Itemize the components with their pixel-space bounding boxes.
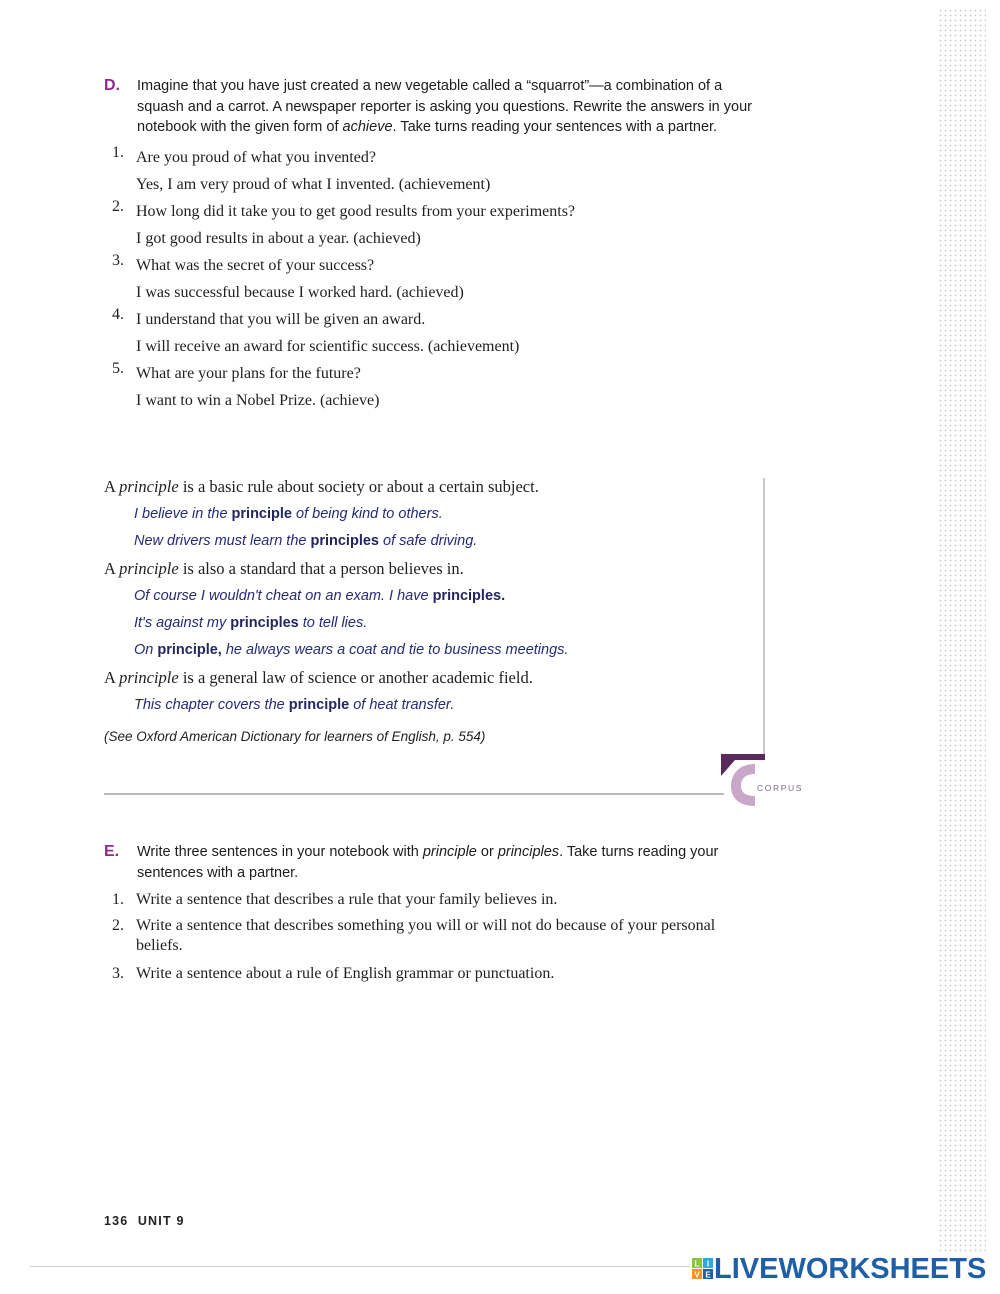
instruction-text: Write three sentences in your notebook with bbox=[137, 844, 423, 860]
list-item bbox=[104, 889, 764, 911]
instruction-text: or bbox=[476, 844, 498, 860]
tile-letter: E bbox=[705, 1270, 711, 1280]
question-text: What was the secret of your success? bbox=[136, 256, 375, 274]
box-right-border bbox=[763, 478, 765, 760]
question-text: I understand that you will be given an award. bbox=[136, 310, 426, 328]
answer-text: I got good results in about a year. (achieved) bbox=[136, 229, 421, 247]
example-sentence bbox=[104, 637, 754, 664]
instruction-text: Imagine that you have just created a new vegetable called a “squarrot”—a combination of a squash and a carrot. A newspaper reporter is asking you questions. Rewrite the answers in your notebook with the given form of bbox=[137, 78, 752, 135]
item-number: 4. bbox=[112, 305, 124, 323]
answer-text: I will receive an award for scientific success. (achievement) bbox=[136, 337, 520, 355]
tile-letter: I bbox=[706, 1259, 710, 1269]
task-list bbox=[104, 889, 764, 985]
instruction-text: . Take turns reading your sentences with a partner. bbox=[137, 844, 719, 881]
exercise-instruction bbox=[137, 76, 764, 138]
instruction-emphasis: principle bbox=[422, 844, 477, 860]
definition bbox=[104, 555, 754, 583]
instruction-text: . Take turns reading your sentences with a partner. bbox=[392, 119, 718, 135]
item-number: 1. bbox=[112, 143, 124, 161]
definition bbox=[104, 473, 754, 501]
box-bottom-border bbox=[104, 793, 724, 795]
list-item bbox=[104, 252, 764, 306]
example-text: of safe driving. bbox=[378, 533, 478, 549]
article: A bbox=[104, 668, 116, 687]
dictionary-source: (See Oxford American Dictionary for learners of English, p. 554) bbox=[104, 729, 486, 744]
task-text: Write a sentence about a rule of English grammar or punctuation. bbox=[136, 965, 555, 982]
example-keyword: principles bbox=[310, 533, 379, 549]
item-number: 2. bbox=[112, 197, 124, 215]
bottom-divider bbox=[30, 1266, 690, 1267]
vocabulary-box bbox=[104, 473, 754, 744]
instruction-emphasis: achieve bbox=[342, 119, 393, 135]
headword: principle bbox=[119, 477, 179, 496]
example-text: of being kind to others. bbox=[291, 506, 443, 522]
headword: principle bbox=[119, 668, 179, 687]
list-item bbox=[104, 144, 764, 198]
question-text: How long did it take you to get good results from your experiments? bbox=[136, 202, 576, 220]
example-text: It's against my bbox=[134, 615, 231, 631]
list-item bbox=[104, 306, 764, 360]
definition-text: is a basic rule about society or about a certain subject. bbox=[182, 477, 539, 496]
item-number: 3. bbox=[112, 965, 124, 982]
exercise-e-header bbox=[104, 842, 764, 883]
page-footer bbox=[104, 1214, 185, 1228]
example-text: This chapter covers the bbox=[134, 697, 289, 713]
instruction-emphasis: principles bbox=[497, 844, 560, 860]
tile-letter: L bbox=[694, 1259, 700, 1269]
example-sentence bbox=[104, 692, 754, 719]
exercise-instruction bbox=[137, 842, 764, 883]
example-sentence bbox=[104, 610, 754, 637]
item-number: 2. bbox=[112, 917, 124, 934]
task-text: Write a sentence that describes something you will or will not do because of your personal beliefs. bbox=[136, 917, 716, 954]
definition-text: is a general law of science or another academic field. bbox=[182, 668, 533, 687]
liveworksheets-logo[interactable] bbox=[692, 1253, 986, 1285]
headword: principle bbox=[119, 559, 179, 578]
example-sentence bbox=[104, 583, 754, 610]
item-number: 5. bbox=[112, 359, 124, 377]
question-list bbox=[104, 144, 764, 414]
answer-text: Yes, I am very proud of what I invented. (achievement) bbox=[136, 175, 491, 193]
definition-text: is also a standard that a person believes in. bbox=[182, 559, 464, 578]
tile-letter: V bbox=[694, 1270, 700, 1280]
definition bbox=[104, 664, 754, 692]
exercise-d bbox=[104, 76, 764, 414]
example-text: to tell lies. bbox=[298, 615, 368, 631]
example-sentence bbox=[104, 528, 754, 555]
example-keyword: principle bbox=[288, 697, 350, 713]
example-text: New drivers must learn the bbox=[134, 533, 311, 549]
item-number: 3. bbox=[112, 251, 124, 269]
answer-text: I was successful because I worked hard. (achieved) bbox=[136, 283, 464, 301]
example-text: On bbox=[134, 642, 158, 658]
brand-name: LIVEWORKSHEETS bbox=[714, 1253, 987, 1285]
exercise-letter: D. bbox=[104, 77, 120, 94]
example-keyword: principle bbox=[231, 506, 292, 522]
article: A bbox=[104, 477, 116, 496]
answer-text: I want to win a Nobel Prize. (achieve) bbox=[136, 391, 380, 409]
example-text: I believe in the bbox=[134, 506, 232, 522]
exercise-d-header bbox=[104, 76, 764, 138]
corpus-label: CORPUS bbox=[757, 783, 803, 793]
page-edge-dot-pattern bbox=[938, 8, 986, 1253]
exercise-e bbox=[104, 842, 764, 985]
question-text: Are you proud of what you invented? bbox=[136, 148, 376, 166]
example-text: of heat transfer. bbox=[349, 697, 455, 713]
list-item bbox=[104, 963, 764, 985]
task-text: Write a sentence that describes a rule that your family believes in. bbox=[136, 891, 558, 908]
exercise-letter: E. bbox=[104, 843, 120, 860]
brand-tile-icon bbox=[692, 1258, 714, 1280]
list-item bbox=[104, 360, 764, 414]
question-text: What are your plans for the future? bbox=[136, 364, 361, 382]
example-sentence bbox=[104, 501, 754, 528]
example-keyword: principles. bbox=[432, 588, 506, 604]
corpus-c-icon bbox=[721, 754, 765, 810]
unit-label: UNIT 9 bbox=[137, 1214, 185, 1228]
example-keyword: principles bbox=[230, 615, 299, 631]
example-text: Of course I wouldn't cheat on an exam. I have bbox=[134, 588, 433, 604]
list-item bbox=[104, 916, 764, 956]
article: A bbox=[104, 559, 116, 578]
item-number: 1. bbox=[112, 891, 124, 908]
page-number: 136 bbox=[104, 1214, 129, 1228]
example-keyword: principle, bbox=[157, 642, 222, 658]
list-item bbox=[104, 198, 764, 252]
example-text: he always wears a coat and tie to business meetings. bbox=[221, 642, 569, 658]
